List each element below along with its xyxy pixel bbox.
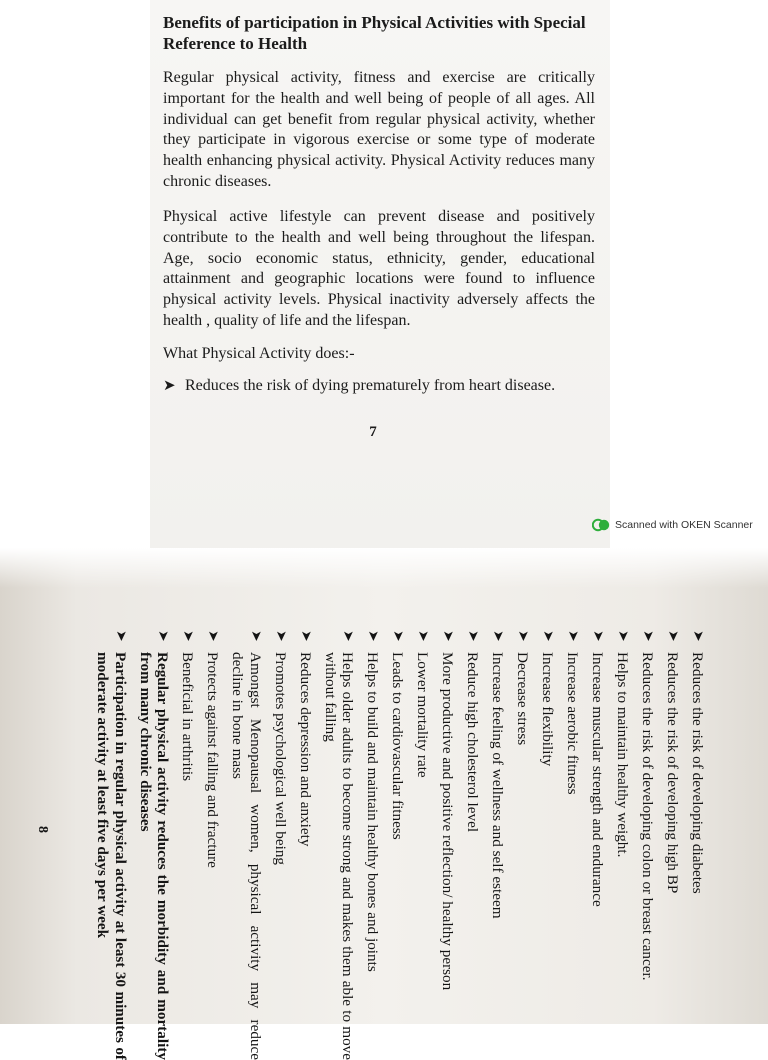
list-item [613, 630, 631, 1060]
bullet-arrow-icon: ➤ [205, 630, 221, 642]
list-item-text: Lower mortality rate [414, 652, 432, 778]
list-item [539, 630, 557, 1060]
bullet-arrow-icon: ➤ [247, 630, 263, 642]
bullet-arrow-icon: ➤ [515, 630, 531, 642]
list-item-text: Increase feeling of wellness and self esteem [489, 652, 507, 919]
list-item-text: Increase muscular strength and endurance [589, 652, 607, 907]
list-item [228, 630, 263, 1060]
list-item [136, 630, 171, 1060]
list-item [563, 630, 581, 1060]
list-item [489, 630, 507, 1060]
list-item-text: Leads to cardiovascular fitness [389, 652, 407, 840]
bullet-arrow-icon: ➤ [565, 630, 581, 642]
bullet-arrow-icon: ➤ [690, 630, 705, 642]
list-item [204, 630, 222, 1060]
list-heading: What Physical Activity does:- [163, 345, 355, 362]
bullet-arrow-icon: ➤ [615, 630, 631, 642]
bullet-arrow-icon: ➤ [297, 630, 313, 642]
list-item [439, 630, 457, 1060]
list-item-text: Reduce high cholesterol level [464, 652, 482, 833]
list-item-text: Protects against falling and fracture [204, 652, 222, 868]
bullet-arrow-icon: ➤ [155, 630, 171, 642]
list-item [663, 630, 681, 1060]
page-edge-shadow [0, 548, 768, 588]
scanner-label: Scanned with OKEN Scanner [615, 519, 753, 531]
list-item-text: Helps older adults to become strong and makes them able to move without falling [321, 652, 357, 1060]
bullet-arrow-icon: ➤ [163, 378, 176, 394]
list-item [389, 630, 407, 1060]
list-item [93, 630, 128, 1060]
oken-scanner-logo-icon [592, 518, 610, 532]
list-item-text: Amongst Menopausal women, physical activity may reduce decline in bone mass [229, 652, 264, 1060]
list-item-text: Reduces the risk of developing colon or breast cancer. [639, 652, 657, 981]
list-item [271, 630, 289, 1060]
bullet-arrow-icon: ➤ [590, 630, 606, 642]
list-item [688, 630, 706, 1060]
list-item-text: Reduces the risk of developing diabetes [689, 652, 706, 894]
bullet-arrow-icon: ➤ [490, 630, 506, 642]
list-item-text: Increase flexibility [539, 652, 557, 767]
list-item-text: Increase aerobic fitness [564, 652, 582, 795]
list-item-text: Helps to build and maintain healthy bones and joints [364, 652, 382, 972]
bullet-arrow-icon: ➤ [415, 630, 431, 642]
bullet-arrow-icon: ➤ [112, 630, 128, 642]
list-item [364, 630, 382, 1060]
list-item-text: Reduces the risk of dying prematurely from heart disease. [185, 377, 556, 394]
list-item-text: Helps to maintain healthy weight. [614, 652, 632, 858]
page-number: 8 [35, 826, 50, 833]
bullet-arrow-icon: ➤ [365, 630, 381, 642]
bullet-arrow-icon: ➤ [440, 630, 456, 642]
list-item-text: Decrease stress [514, 652, 532, 746]
list-item [588, 630, 606, 1060]
bullet-arrow-icon: ➤ [390, 630, 406, 642]
paragraph-2: Physical active lifestyle can prevent disease and positively contribute to the health and well being throughout the lifespan. Age, socio economic status, ethnicity, gender, educational attainment and geographic locations were found to influence physical activity levels. Physical inactivity adversely affects the health , quality of life and the lifespan. [163, 208, 595, 329]
bullet-arrow-icon: ➤ [665, 630, 681, 642]
list-item [514, 630, 532, 1060]
list-item [179, 630, 197, 1060]
bullet-arrow-icon: ➤ [540, 630, 556, 642]
bullet-arrow-icon: ➤ [180, 630, 196, 642]
list-item [296, 630, 314, 1060]
scanner-watermark [592, 518, 753, 532]
bullet-arrow-icon: ➤ [465, 630, 481, 642]
benefits-list [93, 630, 706, 1060]
list-item-text: Reduces depression and anxiety [296, 652, 314, 847]
list-item-text: Reduces the risk of developing high BP [664, 652, 682, 894]
bullet-arrow-icon: ➤ [340, 630, 356, 642]
paragraph-1: Regular physical activity, fitness and exercise are critically important for the health and well being of people of all ages. All individual can get benefit from regular physical activity, whether they participate in vigorous exercise or some type of moderate health enhancing physical activity. Physical Activity reduces many chronic diseases. [163, 69, 595, 190]
list-item-text: Beneficial in arthritis [179, 652, 197, 782]
page-8-content [35, 630, 706, 1060]
section-heading: Benefits of participation in Physical Activities with Special Reference to Health [163, 13, 586, 53]
list-item [414, 630, 432, 1060]
list-item-text: Participation in regular physical activity at least 30 minutes of moderate activity at least five days per week [93, 652, 129, 1060]
list-item [464, 630, 482, 1060]
bullet-arrow-icon: ➤ [640, 630, 656, 642]
bullet-arrow-icon: ➤ [272, 630, 288, 642]
list-item [638, 630, 656, 1060]
list-item [163, 376, 595, 396]
list-item [321, 630, 356, 1060]
list-item-text: Promotes psychological well being [271, 652, 289, 866]
list-item-text: Regular physical activity reduces the morbidity and mortality from many chronic diseases [136, 652, 172, 1060]
page-margin-right [610, 0, 768, 548]
page-margin-left [0, 0, 150, 548]
list-item-text: More productive and positive reflection/ healthy person [439, 652, 457, 991]
page-number: 7 [369, 424, 377, 440]
